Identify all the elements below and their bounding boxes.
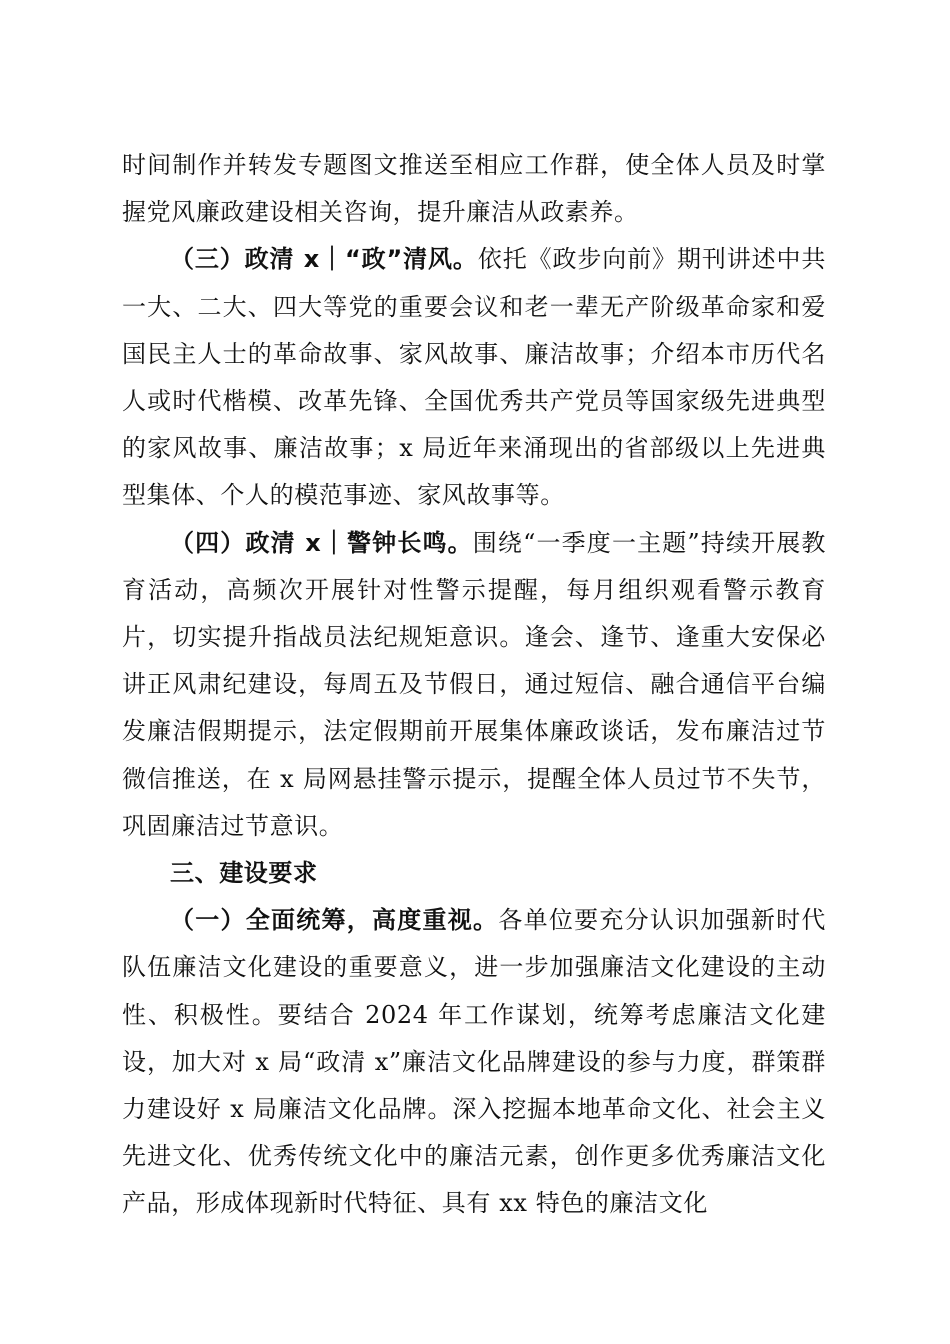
paragraph-requirement-1-lead: （一）全面统筹，高度重视。 bbox=[170, 906, 499, 935]
section-heading-requirements: 三、建设要求 bbox=[170, 859, 318, 888]
paragraph-continuation: 时间制作并转发专题图文推送至相应工作群，使全体人员及时掌握党风廉政建设相关咨询，提升廉洁从政素养。 bbox=[122, 151, 826, 227]
paragraph-item-4-body: 围绕“一季度一主题”持续开展教育活动，高频次开展针对性警示提醒，每月组织观看警示教育片，切实提升指战员法纪规矩意识。逢会、逢节、逢重大安保必讲正风肃纪建设，每周五及节假日，通过短信、融合通信平台编发廉洁假期提示，法定假期前开展集体廉政谈话，发布廉洁过节微信推送，在 x 局网悬挂警示提示，提醒全体人员过节不失节，巩固廉洁过节意识。 bbox=[122, 528, 826, 840]
paragraph-item-4-lead: （四）政清 x｜警钟长鸣。 bbox=[170, 528, 473, 557]
paragraph-requirement-1 bbox=[122, 897, 826, 1227]
paragraph-requirement-1-body: 各单位要充分认识加强新时代队伍廉洁文化建设的重要意义，进一步加强廉洁文化建设的主动性、积极性。要结合 2024 年工作谋划，统筹考虑廉洁文化建设，加大对 x 局“政清 x”廉洁文化品牌建设的参与力度，群策群力建设好 x 局廉洁文化品牌。深入挖掘本地革命文化、社会主义先进文化、优秀传统文化中的廉洁元素，创作更多优秀廉洁文化产品，形成体现新时代特征、具有 xx 特色的廉洁文化 bbox=[122, 906, 826, 1218]
paragraph-item-3-lead: （三）政清 x｜“政”清风。 bbox=[170, 245, 478, 274]
paragraph-item-4 bbox=[122, 520, 826, 850]
paragraph-item-3 bbox=[122, 236, 826, 519]
document-body bbox=[122, 142, 826, 1228]
paragraph-item-3-body: 依托《政步向前》期刊讲述中共一大、二大、四大等党的重要会议和老一辈无产阶级革命家和爱国民主人士的革命故事、家风故事、廉洁故事；介绍本市历代名人或时代楷模、改革先锋、全国优秀共产党员等国家级先进典型的家风故事、廉洁故事；x 局近年来涌现出的省部级以上先进典型集体、个人的模范事迹、家风故事等。 bbox=[122, 245, 826, 510]
